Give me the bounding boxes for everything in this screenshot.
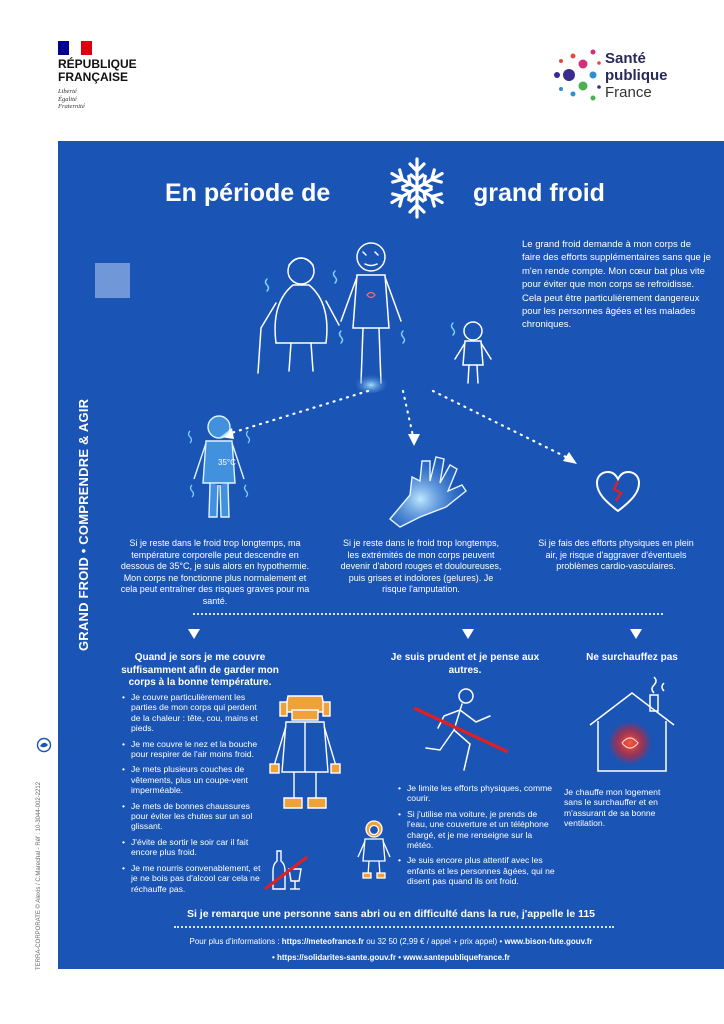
col1-heading: Quand je sors je me couvre suffisamment afin de garder mon corps à la bonne température. (121, 652, 279, 688)
title-left: En période de (165, 179, 331, 207)
spf-line1: Santé (605, 50, 646, 67)
hypothermia-label: 35°C (218, 458, 236, 467)
consequence-cardio: Si je fais des efforts physiques en plein air, je risque d'aggraver d'éventuels problèmes cardio-vasculaires. (538, 538, 694, 572)
republique-francaise-name (58, 58, 158, 84)
col1-item: • Je me couvre le nez et la bouche pour respirer de l'air moins froid. (122, 739, 262, 760)
col1-item: • Je mets plusieurs couches de vêtements, plus un coupe-vent imperméable. (122, 764, 262, 795)
col1-item: • Je couvre particulièrement les parties de mon corps qui perdent de la chaleur : tête, cou, mains et pieds. (122, 692, 262, 734)
spf-line2: publique (605, 67, 668, 84)
frostbite-hand-icon (380, 447, 475, 527)
no-alcohol-icon (263, 849, 309, 891)
section-divider (193, 613, 663, 615)
col2-item: • Je limite les efforts physiques, comme courir. (398, 783, 558, 804)
info-phone: ou 32 50 (2,99 € / appel + prix appel) • (366, 937, 503, 946)
motto-fraternite: Fraternité (58, 103, 85, 110)
snowflake-icon (384, 155, 450, 221)
col3-text: Je chauffe mon logement sans le surchauffer et en m'assurant de sa bonne ventilation. (564, 787, 661, 829)
rf-name-line1: RÉPUBLIQUE (58, 57, 137, 71)
motto-liberte: Liberté (58, 88, 77, 95)
link-meteofrance[interactable]: https://meteofrance.fr (281, 937, 364, 946)
emergency-115-notice: Si je remarque une personne sans abri ou en difficulté dans la rue, j'appelle le 115 (186, 908, 596, 920)
no-running-icon (404, 686, 514, 776)
col3-heading: Ne surchauffez pas (586, 652, 678, 663)
overheated-house-icon (582, 681, 682, 776)
republique-francaise-motto (58, 88, 85, 111)
rf-name-line2: FRANÇAISE (58, 70, 129, 84)
decorative-square (95, 263, 130, 298)
broken-heart-icon (595, 471, 641, 513)
shivering-family-illustration-icon (241, 243, 501, 403)
ecolabel-icon (36, 737, 52, 753)
hypothermia-man-icon (184, 413, 254, 523)
intro-text: Le grand froid demande à mon corps de faire des efforts supplémentaires sans que je m'en rende compte. Mon cœur bat plus vite pour éviter que mon corps se refroidisse. Cela peut être particulièrement dangereux pour les personnes âgées et les malades chroniques. (522, 239, 711, 331)
info-prefix: Pour plus d'informations : (189, 937, 280, 946)
winter-dressed-man-icon (270, 690, 340, 815)
child-in-snowsuit-icon (356, 819, 392, 881)
spf-line3: France (605, 84, 652, 101)
vertical-label: GRAND FROID • COMPRENDRE & AGIR (76, 398, 91, 651)
sante-publique-france-name (605, 50, 715, 101)
col2-list (398, 783, 558, 892)
col1-item: • J'évite de sortir le soir car il fait encore plus froid. (122, 837, 262, 858)
footer-info (58, 936, 724, 963)
col1-list (122, 692, 262, 899)
col2-item: • Si j'utilise ma voiture, je prends de l'eau, une couverture et un téléphone chargé, et je me renseigne sur la météo. (398, 809, 558, 851)
link-sante-publique-france[interactable]: • www.santepubliquefrance.fr (398, 953, 511, 962)
col1-item: • Je mets de bonnes chaussures pour éviter les chutes sur un sol glissant. (122, 801, 262, 832)
title-right: grand froid (473, 179, 605, 207)
consequence-hypothermia: Si je reste dans le froid trop longtemps, ma température corporelle peut descendre en dessous de 35°C, je suis alors en hypothermie. Mon corps ne fonctionne plus normalement et cela peut entraîner des risques graves pour ma santé. (120, 538, 310, 606)
link-solidarites-sante[interactable]: • https://solidarites-sante.gouv.fr (271, 953, 396, 962)
link-bison-fute[interactable]: www.bison-fute.gouv.fr (504, 937, 593, 946)
footer-divider (174, 926, 614, 928)
motto-egalite: Égalité (58, 95, 77, 103)
printer-credit: TERRA-CORPORATE © Alexis / C.Marechal - Réf : 10-3044-002-2212 (36, 781, 42, 970)
col2-item: • Je suis encore plus attentif avec les enfants et les personnes âgées, qui ne disent pas quand ils ont froid. (398, 855, 558, 886)
consequence-frostbite: Si je reste dans le froid trop longtemps, les extrémités de mon corps peuvent devenir d'abord rouges et douloureuses, puis grises et indolores (gelures). Je risque l'amputation. (340, 538, 502, 595)
republique-francaise-flag (58, 41, 92, 55)
col2-heading: Je suis prudent et je pense aux autres. (390, 652, 540, 676)
down-arrows-icon (184, 625, 644, 641)
col1-item: • Je me nourris convenablement, et je ne bois pas d'alcool car cela ne réchauffe pas. (122, 863, 262, 894)
sante-publique-france-logo-icon (553, 44, 603, 106)
poster (58, 141, 724, 969)
